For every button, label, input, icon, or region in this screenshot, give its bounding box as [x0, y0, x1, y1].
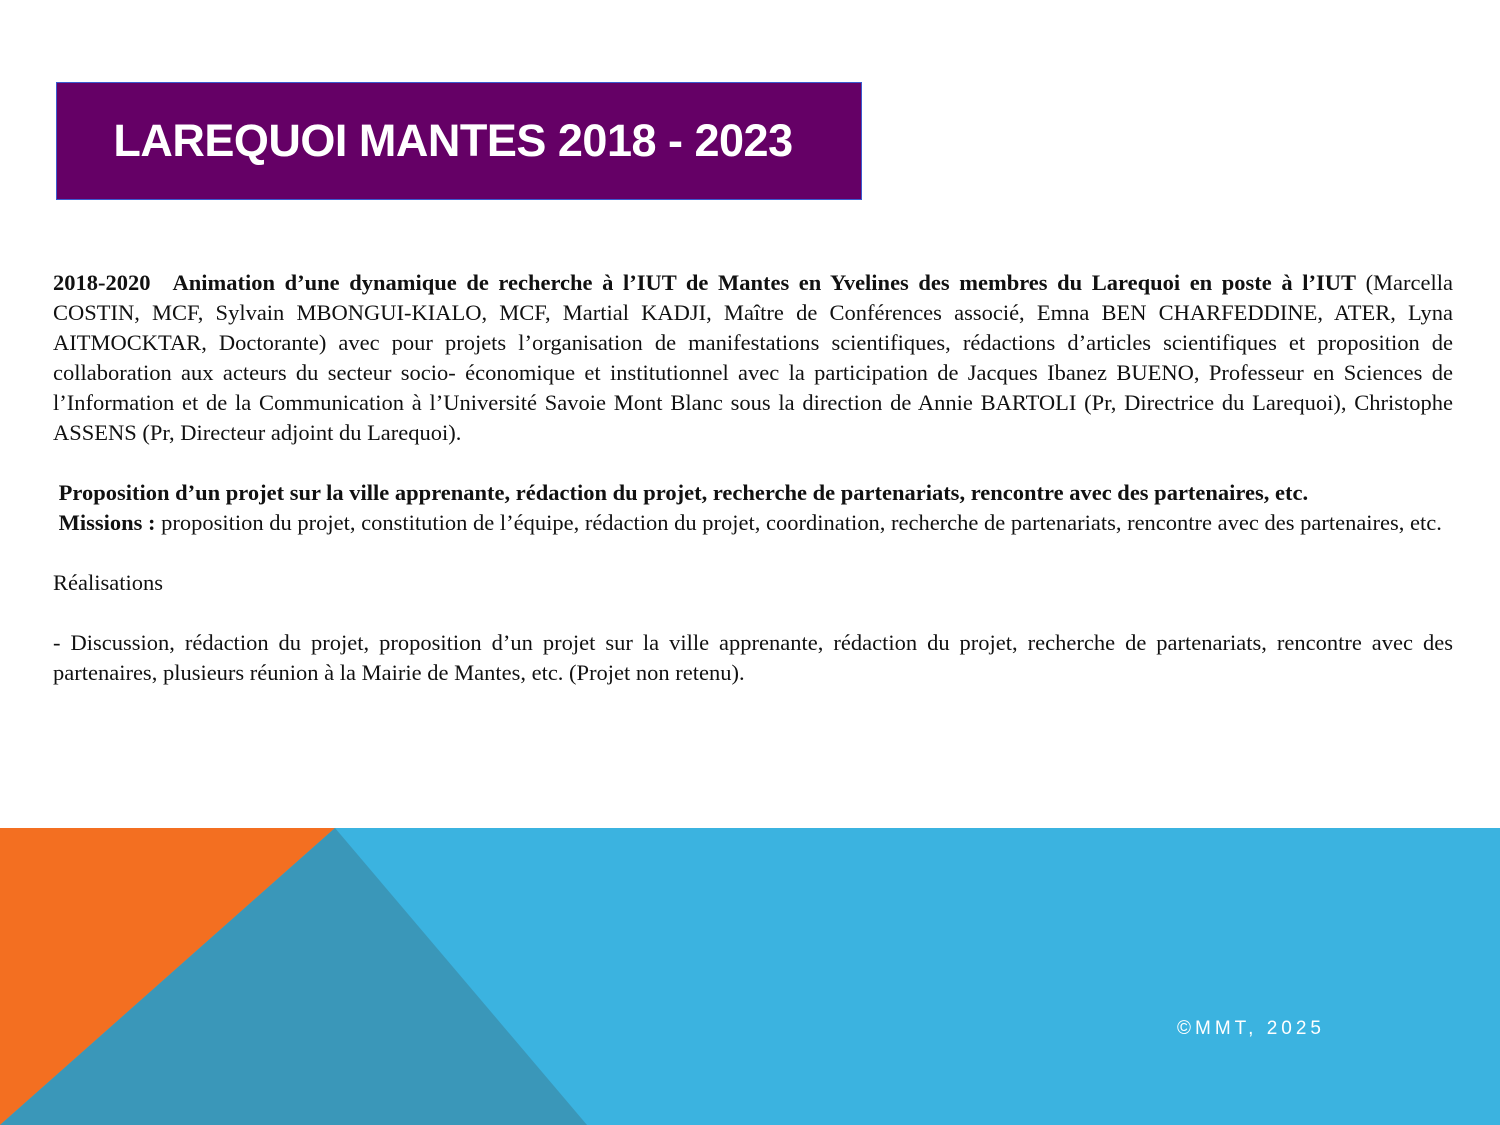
section-proposition — [53, 478, 1453, 538]
missions-text: proposition du projet, constitution de l’équipe, rédaction du projet, coordination, recherche de partenariats, rencontre avec des partenaires, etc. — [161, 510, 1442, 535]
decorative-background — [0, 828, 1500, 1125]
section-heading: Animation d’une dynamique de recherche à l’IUT de Mantes en Yvelines des membres du Larequoi en poste à l’IUT — [172, 270, 1356, 295]
section-animation — [53, 268, 1453, 448]
title-banner — [56, 82, 862, 200]
missions-label: Missions : — [58, 510, 156, 535]
copyright-footer: ©MMT, 2025 — [1177, 1018, 1325, 1039]
section-body: (Marcella COSTIN, MCF, Sylvain MBONGUI-KIALO, MCF, Martial KADJI, Maître de Conférences associé, Emna BEN CHARFEDDINE, ATER, Lyna AITMOCKTAR, Doctorante) avec pour projets l’organisation de manifestations scientifiques, rédactions d’articles scientifiques et proposition de collaboration aux acteurs du secteur socio- économique et institutionnel avec la participation de Jacques Ibanez BUENO, Professeur en Sciences de l’Information et de la Communication à l’Université Savoie Mont Blanc sous la direction de Annie BARTOLI (Pr, Directrice du Larequoi), Christophe ASSENS (Pr, Directeur adjoint du Larequoi). — [53, 270, 1454, 445]
slide-body — [53, 268, 1453, 688]
page-title: LAREQUOI MANTES 2018 - 2023 — [113, 115, 793, 166]
proposition-heading: Proposition d’un projet sur la ville apprenante, rédaction du projet, recherche de partenariats, rencontre avec des partenaires, etc. — [58, 480, 1309, 505]
section-years: 2018-2020 — [53, 270, 151, 295]
realisations-item: - Discussion, rédaction du projet, proposition d’un projet sur la ville apprenante, rédaction du projet, recherche de partenariats, rencontre avec des partenaires, plusieurs réunion à la Mairie de Mantes, etc. (Projet non retenu). — [53, 630, 1453, 685]
realisations-heading: Réalisations — [53, 570, 163, 595]
